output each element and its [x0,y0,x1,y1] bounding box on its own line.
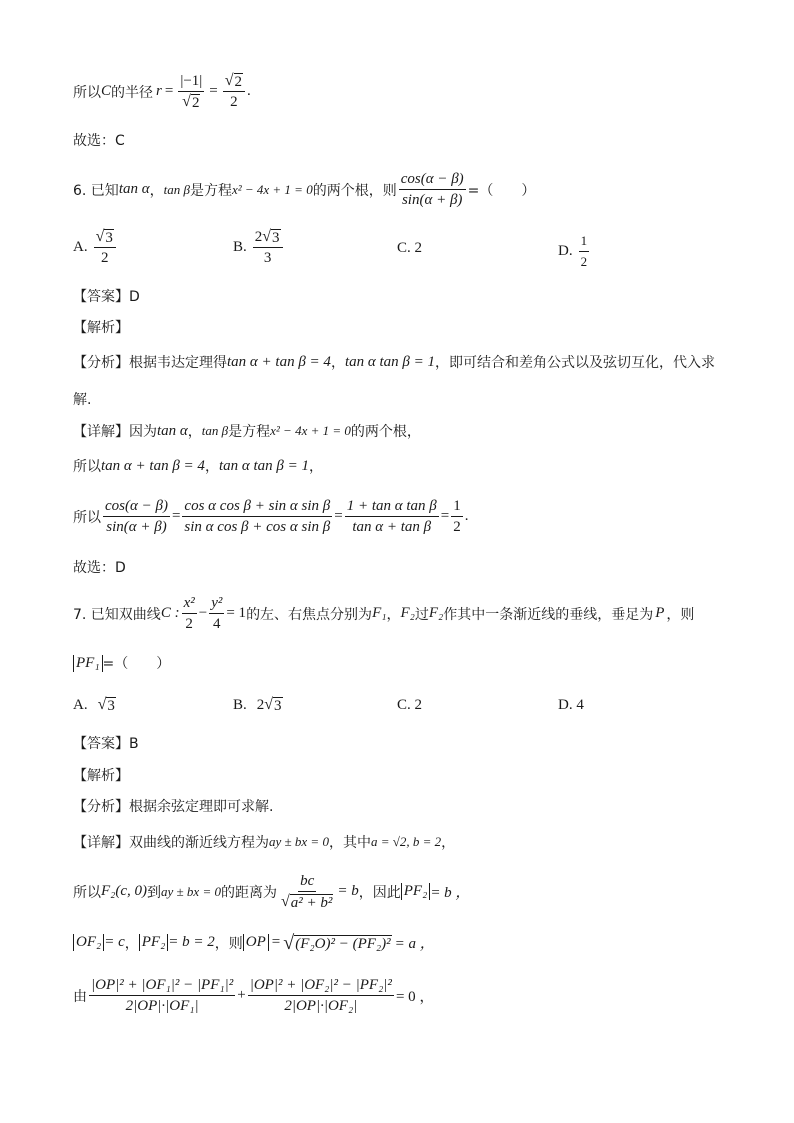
radius-line [73,72,251,111]
option-a: A. √ 3 [73,696,115,714]
text: 过 [414,606,429,623]
text: 是方程 [228,424,271,440]
analysis-heading-6: 【解析】 [73,320,129,336]
math: = b ， [430,885,471,901]
fraction [103,497,170,536]
answer-6: 【答案】D [73,289,140,305]
denominator: 2 [100,250,109,266]
text: 的两个根， [350,424,421,440]
math: = b = 2 [168,934,215,950]
option-label: A. [73,696,88,713]
option-d: D. 4 [558,697,584,713]
text: 所以 [73,884,101,901]
text: ， [124,935,139,952]
math: ay ± bx = 0 [161,883,221,899]
period: . [247,83,251,99]
numerator: 2 [234,74,243,90]
math: PF₂ [401,883,431,900]
option-value: 3 [107,698,115,714]
math: = 0 ， [395,989,435,1005]
analysis-6 [73,352,715,372]
text: ， [149,182,164,199]
text: 所以 [73,84,101,101]
text: 双曲线的渐近线方程为 [129,835,269,851]
math-op: = [334,508,343,524]
choose-6: 故选：D [73,560,126,576]
math: tan α [157,422,188,439]
math-var: C [101,83,112,99]
detail-6-line3 [73,497,468,536]
math: = b [337,883,359,899]
text: ，因此 [358,884,401,901]
denominator: 2 [185,616,193,632]
text: 的左、右焦点分别为 [246,606,373,623]
math: tan α tan β = 1 [344,353,435,370]
math: = 1 [226,605,247,621]
option-label: B. [233,239,247,255]
denominator: 2 [580,254,588,269]
option-label: D. [558,243,573,259]
text: ，其中 [328,835,371,851]
math: F₂(c, 0) [101,883,148,899]
math: C : [160,605,180,621]
math: P [655,605,665,621]
text: ， [309,459,323,475]
math-op: = [209,83,218,99]
denominator: 2|OP|·|OF₁| [125,998,199,1014]
fraction [399,170,466,209]
fraction [248,976,394,1015]
numerator: |OP|² + |OF₁|² − |PF₁|² [89,976,235,996]
fraction: √ 2 2 [223,72,245,111]
math: x² − 4x + 1 = 0 [231,181,313,197]
numerator: 1 [451,497,463,517]
option-b [233,228,285,267]
fraction: √ 3 2 [94,228,116,267]
denominator: 4 [213,616,221,632]
fraction [182,594,197,633]
math: x² − 4x + 1 = 0 [270,423,351,438]
question-6 [73,170,535,209]
answer-7: 【答案】B [73,736,139,752]
fraction: bc √ a² + b² [280,873,333,911]
text: =（ ） [467,182,536,199]
numerator: bc [298,872,316,892]
text: 的半径 [111,84,154,101]
numerator: 3 [272,230,280,246]
denominator: 2 [191,95,200,111]
numerator: cos α cos β + sin α sin β [182,497,332,517]
numerator: |OP|² + |OF₂|² − |PF₂|² [248,976,394,996]
radicand: (F₂O)² − (PF₂)² [295,935,391,952]
coef: 2 [256,696,265,713]
math-var: r [156,83,162,99]
detail-7-line3: OF₂ = c ， PF₂ = b = 2 ，则 OP = √ (F₂O)² − (PF₂)² = a ， [73,932,435,953]
choose-1: 故选：C [73,133,125,149]
option-c: C. 2 [397,240,423,256]
denominator: 2 [230,94,238,110]
denominator: sin(α + β) [401,192,463,208]
math: tan β [201,423,229,438]
math: ay ± bx = 0 [269,834,329,849]
detail-7-line4 [73,976,434,1015]
math-op: = [440,508,450,524]
math: a = √2, b = 2 [370,834,442,849]
detail-6 [73,421,421,441]
fraction [451,497,463,536]
text: 根据韦达定理得 [129,355,227,371]
text: ，即可结合和差角公式以及弦切互化，代入求 [435,355,715,371]
math: OP [243,934,269,951]
text: =（ ） [102,656,171,672]
text: ， [204,459,219,475]
text: 6. 已知 [73,182,119,199]
denominator: 3 [263,250,272,266]
math: PF₂ [139,934,169,951]
numerator: 1 + tan α tan β [345,497,439,517]
math: F₂ [400,605,415,621]
math: = a ， [394,936,435,952]
text: 的两个根，则 [312,182,397,199]
text: 所以 [73,459,101,475]
math-op: = [164,83,174,99]
denominator: 2 [453,519,461,535]
math: F₂ [428,605,444,621]
math: tan α [118,181,150,197]
math: tan α tan β = 1 [218,457,309,474]
text: 是方程 [189,182,232,199]
fraction [209,594,224,633]
tag: 【分析】 [73,355,129,371]
math: PF₁ [73,655,103,672]
fraction [579,232,590,271]
option-value: 3 [274,698,282,714]
option-d [558,232,591,271]
math: tan α + tan β = 4 [101,457,205,474]
text: 7. 已知双曲线 [73,606,161,623]
text: 的距离为 [220,884,277,901]
denominator: sin(α + β) [106,519,167,535]
text: 所以 [73,509,101,526]
fraction [345,497,439,536]
detail-6-line2 [73,456,323,476]
text: ， [330,355,345,371]
math: tan α + tan β = 4 [227,353,331,370]
period: . [464,508,469,524]
option-c: C. 2 [397,697,423,713]
fraction: |−1| √ 2 [180,73,203,111]
coef: 2 [254,229,263,245]
numerator: x² [182,594,197,614]
denominator: a² + b² [290,895,333,911]
question-7 [73,594,694,633]
numerator: |−1| [178,72,204,92]
text: ，则 [666,606,695,623]
denominator: 2|OP|·|OF₂| [284,998,358,1014]
numerator: 3 [105,230,113,246]
option-label: A. [73,239,88,255]
analysis-7 [73,796,273,816]
detail-7 [73,832,455,852]
math-op: = [171,508,181,524]
numerator: y² [209,594,224,614]
tag: 【分析】 [73,799,129,815]
option-b: B. 2 √ 3 [233,696,282,714]
fraction: 2 √ 3 3 [253,228,283,267]
text: 因为 [129,424,157,440]
math-op: = [271,934,281,950]
fraction [182,497,332,536]
question-7-cont [73,653,170,673]
option-label: B. [233,696,247,713]
math: = c [104,934,125,950]
denominator: tan α + tan β [352,519,432,535]
math: F₁ [372,605,387,621]
text: 由 [73,988,87,1005]
text: ， [441,835,456,851]
text: 作其中一条渐近线的垂线，垂足为 [443,606,654,623]
text: ， [187,424,202,440]
tag: 【详解】 [73,424,129,440]
analysis-6-cont: 解. [73,392,92,408]
fraction [89,976,235,1015]
text: 到 [147,884,162,901]
option-a [73,228,118,267]
denominator: sin α cos β + cos α sin β [184,519,331,535]
text: ， [386,606,401,623]
math: tan β [163,181,190,197]
detail-7-line2 [73,872,470,911]
text: ，则 [214,935,243,952]
tag: 【详解】 [73,835,129,851]
numerator: cos(α − β) [103,497,170,517]
text: 根据余弦定理即可求解. [129,799,274,815]
numerator: 1 [579,232,590,252]
math-op: − [198,605,208,621]
analysis-heading-7: 【解析】 [73,768,129,784]
math-op: + [237,987,246,1003]
math: OF₂ [73,934,104,951]
numerator: cos(α − β) [399,170,466,190]
